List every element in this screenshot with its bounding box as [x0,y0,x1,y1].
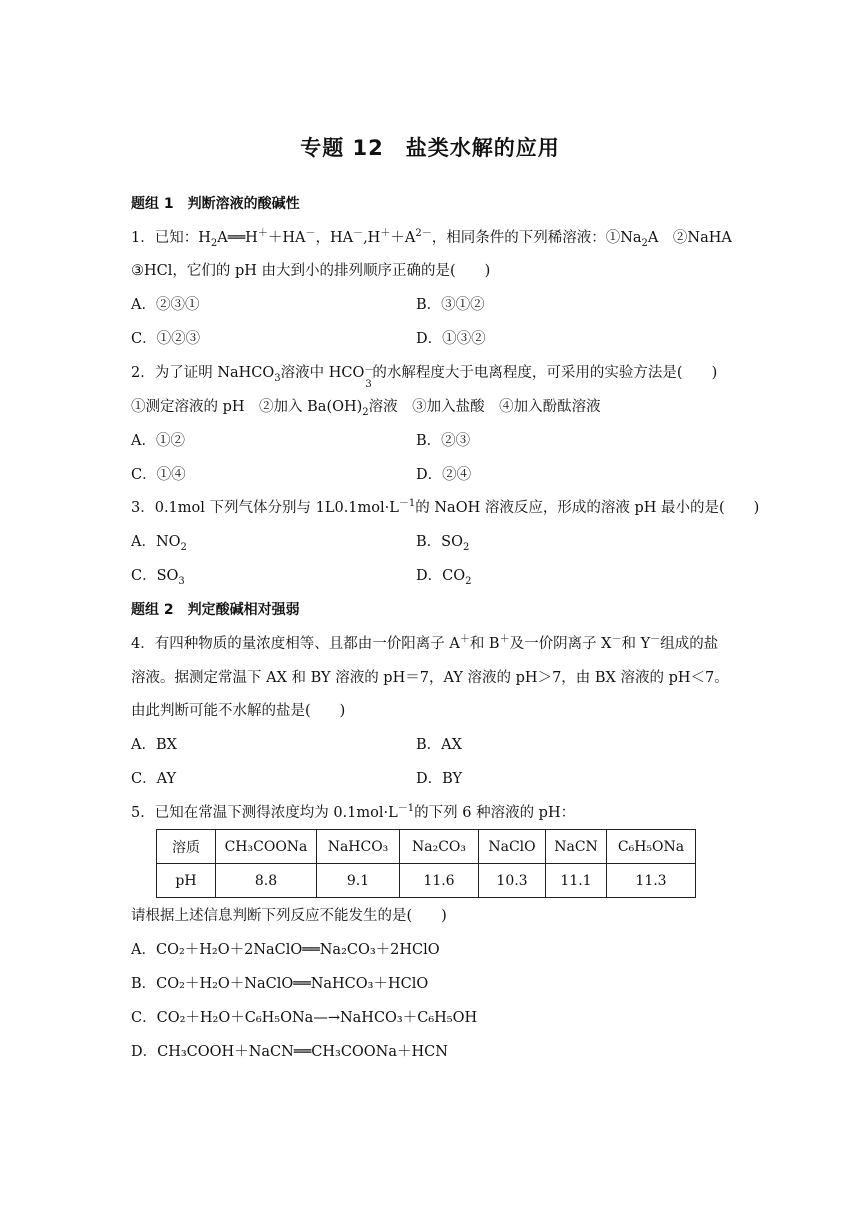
question-4-line-1: 4．有四种物质的量浓度相等、且都由一价阳离子 A＋和 B＋及一价阴离子 X－和 Y－组成的盐 [131,634,719,652]
question-2-line-1: 2．为了证明 NaHCO$_3$溶液中 HCO － 3 的水解程度大于电离程度，可采用的实验方法是( ) [131,365,718,390]
table-cell: C₆H₅ONa [607,830,696,864]
page-title: 专题 12 盐类水解的应用 [300,136,560,160]
table-cell: NaCN [546,830,607,864]
table-cell: 11.6 [400,864,479,898]
question-1-option-d: D．①③② [416,331,486,347]
question-5-line-2: 请根据上述信息判断下列反应不能发生的是( ) [131,908,447,924]
question-5-option-a: A．CO₂＋H₂O＋2NaClO══Na₂CO₃＋2HClO [131,942,440,958]
table-header-cell: pH [157,864,216,898]
question-4-option-a: A．BX [131,737,177,753]
question-5-line-1: 5．已知在常温下测得浓度均为 $0.1mol\cdot L^{-1}$的下列 6 种溶液的 pH： [131,803,576,821]
question-3-option-b: B．$SO_2$ [416,534,470,553]
ph-table [156,829,696,898]
question-4-option-c: C．AY [131,771,177,787]
table-cell: 11.1 [546,864,607,898]
table-row-solute [157,830,696,864]
table-cell: Na₂CO₃ [400,830,479,864]
question-3-option-c: C．$SO_3$ [131,568,185,587]
question-2-option-c: C．①④ [131,467,186,483]
table-row-ph [157,864,696,898]
question-5-option-c: C．CO₂＋H₂O＋C₆H₅ONa—→NaHCO₃＋C₆H₅OH [131,1010,478,1026]
table-cell: 11.3 [607,864,696,898]
question-4-option-b: B．AX [416,737,462,753]
question-2-line-2: ①测定溶液的 pH ②加入 $Ba(OH)_2$溶液 ③加入盐酸 ④加入酚酞溶液 [131,399,601,418]
table-cell: NaHCO₃ [317,830,400,864]
group-heading-1: 题组 1 判断溶液的酸碱性 [131,196,300,212]
question-4-line-2: 溶液。据测定常温下 AX 和 BY 溶液的 pH＝7，AY 溶液的 pH＞7，由 BX 溶液的 pH＜7。 [131,670,729,686]
question-4-option-d: D．BY [416,771,463,787]
table-cell: 9.1 [317,864,400,898]
question-3-option-d: D．$CO_2$ [416,568,472,587]
question-1-option-b: B．③①② [416,297,485,313]
question-3-option-a: A．$NO_2$ [131,534,187,553]
question-1-line-1: 1．已知：$H_2A══H^++HA^-$，$HA^-,H^++A^{2-}$，相同条件的下列稀溶液：$①Na_2A$ ②NaHA [131,228,732,249]
table-cell: NaClO [479,830,546,864]
question-5-option-b: B．CO₂＋H₂O＋NaClO══NaHCO₃＋HClO [131,976,429,992]
table-cell: 8.8 [216,864,317,898]
question-4-line-3: 由此判断可能不水解的盐是( ) [131,703,346,719]
table-cell: CH₃COONa [216,830,317,864]
question-3-line-1: 3．0.1mol 下列气体分别与 $1L0.1mol\cdot L^{-1}$的 NaOH 溶液反应，形成的溶液 pH 最小的是( ) [131,498,760,516]
question-1-option-c: C．①②③ [131,331,201,347]
question-1-option-a: A．②③① [131,297,200,313]
table-header-cell: 溶质 [157,830,216,864]
question-2-option-b: B．②③ [416,433,471,449]
question-2-option-a: A．①② [131,433,185,449]
question-5-option-d: D．CH₃COOH＋NaCN══CH₃COONa＋HCN [131,1044,448,1060]
question-1-line-2: ③HCl，它们的 pH 由大到小的排列顺序正确的是( ) [131,263,491,279]
question-2-option-d: D．②④ [416,467,472,483]
group-heading-2: 题组 2 判定酸碱相对强弱 [131,602,300,618]
table-cell: 10.3 [479,864,546,898]
